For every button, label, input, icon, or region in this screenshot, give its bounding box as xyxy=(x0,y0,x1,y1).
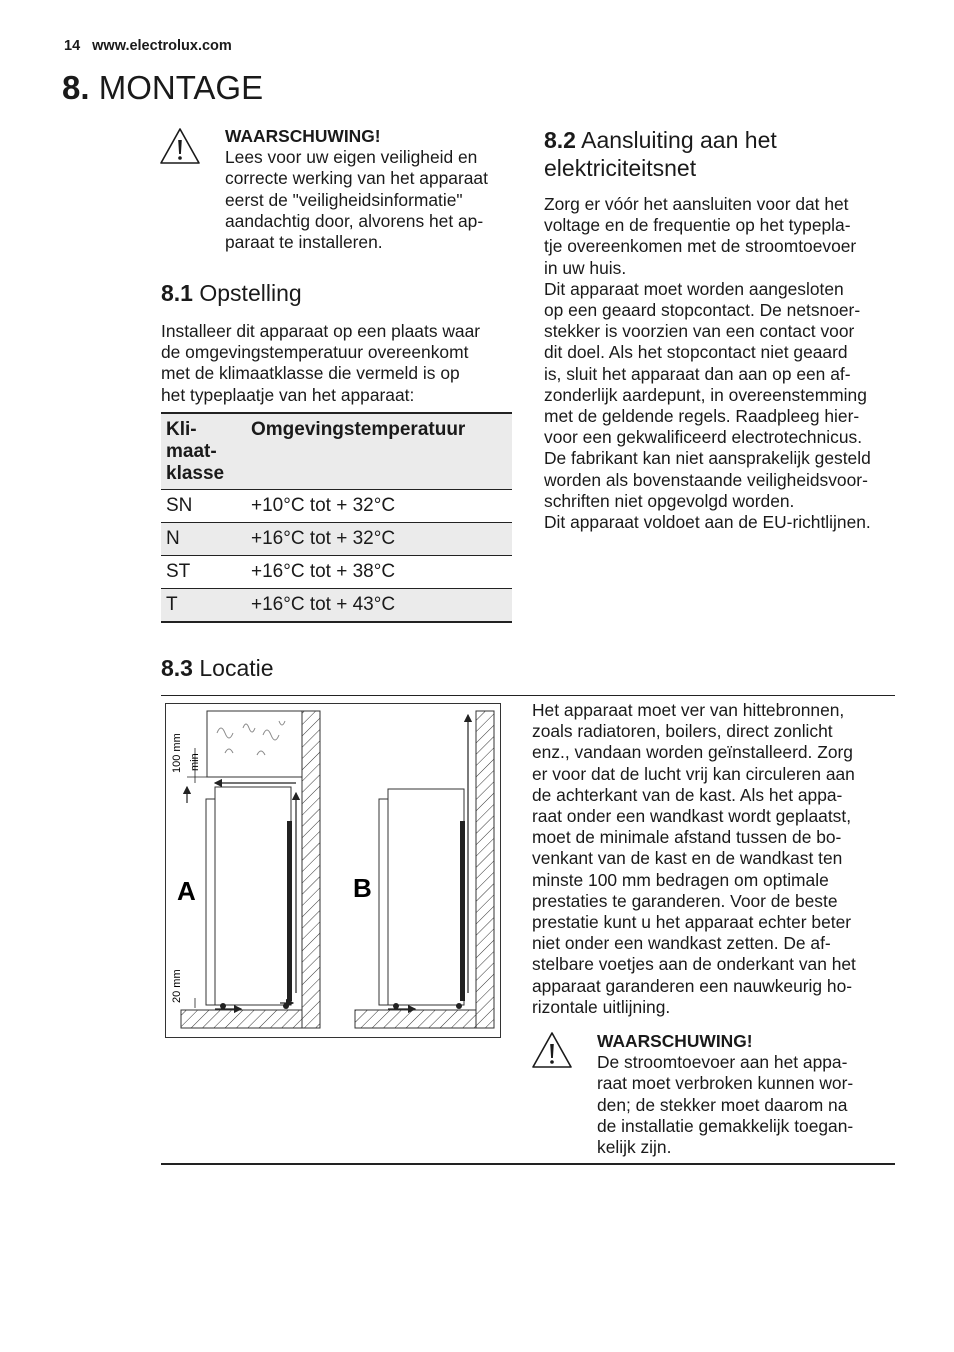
text-line: is, sluit het apparaat dan aan op een af- xyxy=(544,363,851,384)
dim-top-min-label: min xyxy=(189,753,201,771)
section-title: Opstelling xyxy=(199,280,302,306)
header-url[interactable]: www.electrolux.com xyxy=(92,38,232,54)
text-line: enz., vandaan worden geïnstalleerd. Zorg xyxy=(532,742,853,763)
chapter-title-text: MONTAGE xyxy=(98,69,264,106)
section-8-3-text xyxy=(532,700,894,1018)
text-line: zonderlijk aardepunt, in overeenstemming xyxy=(544,384,867,405)
text-line: minste 100 mm bedragen om optimale xyxy=(532,869,829,890)
fridge-a xyxy=(215,787,291,1005)
section-heading-8-2 xyxy=(544,126,777,182)
text-line: Dit apparaat voldoet aan de EU-richtlijnen. xyxy=(544,512,871,533)
page-header xyxy=(64,38,232,54)
wall-b xyxy=(476,711,494,1028)
dim-bottom-label: 20 mm xyxy=(171,969,183,1003)
figure-label-b: B xyxy=(353,873,372,903)
warning-line: den; de stekker moet daarom na xyxy=(597,1094,848,1115)
warning-line: aandachtig door, alvorens het ap- xyxy=(225,210,484,231)
page-number: 14 xyxy=(64,38,81,54)
text-line: De fabrikant kan niet aansprakelijk gesteld xyxy=(544,448,871,469)
text-line: dit doel. Als het stopcontact niet geaard xyxy=(544,342,848,363)
text-line: tje overeenkomen met de stroomtoevoer xyxy=(544,236,857,257)
floor-b xyxy=(355,1010,476,1028)
warning-line: de installatie gemakkelijk toegan- xyxy=(597,1115,854,1136)
warning-line: kelijk zijn. xyxy=(597,1137,672,1158)
floor-a xyxy=(181,1010,302,1028)
section-heading-8-1 xyxy=(161,279,302,307)
section-heading-8-3 xyxy=(161,654,274,682)
text-line: zoals radiatoren, boilers, direct zonlicht xyxy=(532,721,833,742)
divider xyxy=(161,1163,895,1165)
section-title-line2: elektriciteitsnet xyxy=(544,155,697,181)
section-number: 8.1 xyxy=(161,280,193,306)
wall-cabinet xyxy=(207,711,302,777)
text-line: er voor dat de lucht vrij kan circuleren aan xyxy=(532,763,855,784)
text-line: venkant van de kast en de wandkast ten xyxy=(532,848,843,869)
table-header-class: Kli- maat- klasse xyxy=(161,413,246,490)
warning-title: WAARSCHUWING! xyxy=(597,1031,753,1051)
warning-icon xyxy=(531,1031,573,1069)
text-line: op een geaard stopcontact. De netsnoer- xyxy=(544,300,861,321)
dim-top-label: 100 mm xyxy=(171,733,183,773)
text-line: in uw huis. xyxy=(544,257,627,278)
section-8-1-text xyxy=(161,321,521,406)
table-cell-temp: +16°C tot + 32°C xyxy=(246,523,512,556)
text-line: stekker is voorzien van een contact voor xyxy=(544,321,855,342)
warning-line: Lees voor uw eigen veiligheid en xyxy=(225,147,478,168)
warning-line: De stroomtoevoer aan het appa- xyxy=(597,1052,848,1073)
table-row xyxy=(161,523,512,556)
text-line: de omgevingstemperatuur overeenkomt xyxy=(161,342,469,363)
text-line: voltage en de frequentie op het typepla- xyxy=(544,215,851,236)
text-line: rizontale uitlijning. xyxy=(532,996,671,1017)
table-row xyxy=(161,556,512,589)
section-number: 8.2 xyxy=(544,127,576,153)
table-cell-class: N xyxy=(161,523,246,556)
table-cell-temp: +10°C tot + 32°C xyxy=(246,490,512,523)
text-line: niet onder een wandkast zetten. De af- xyxy=(532,933,831,954)
text-line: het typeplaatje van het apparaat: xyxy=(161,384,415,405)
warning-block-2 xyxy=(597,1031,897,1158)
text-line: prestaties te garanderen. Voor de beste xyxy=(532,890,838,911)
section-number: 8.3 xyxy=(161,655,193,681)
text-line: met de geldende regels. Raadpleeg hier- xyxy=(544,406,860,427)
text-line: stelbare voetjes aan de onderkant van het xyxy=(532,954,856,975)
warning-block-1 xyxy=(225,126,515,253)
warning-line: paraat te installeren. xyxy=(225,232,383,253)
text-line: prestatie kunt u het apparaat echter beter xyxy=(532,912,852,933)
text-line: Zorg er vóór het aansluiten voor dat het xyxy=(544,194,849,214)
section-title: Locatie xyxy=(199,655,274,681)
text-line: schriften niet opgevolgd worden. xyxy=(544,490,795,511)
table-header-row xyxy=(161,413,512,490)
text-line: Het apparaat moet ver van hittebronnen, xyxy=(532,700,845,720)
text-line: met de klimaatklasse die vermeld is op xyxy=(161,363,460,384)
climate-class-table xyxy=(161,412,512,623)
warning-title: WAARSCHUWING! xyxy=(225,126,381,146)
chapter-title xyxy=(62,68,263,108)
text-line: de achterkant van de kast. Als het appa- xyxy=(532,784,843,805)
chapter-number: 8. xyxy=(62,69,90,106)
text-line: raat onder een wandkast wordt geplaatst, xyxy=(532,806,852,827)
warning-line: raat moet verbroken kunnen wor- xyxy=(597,1073,854,1094)
text-line: Dit apparaat moet worden aangesloten xyxy=(544,278,844,299)
table-cell-class: ST xyxy=(161,556,246,589)
table-row xyxy=(161,589,512,623)
text-line: apparaat garanderen een nauwkeurig ho- xyxy=(532,975,853,996)
table-cell-class: SN xyxy=(161,490,246,523)
table-cell-temp: +16°C tot + 38°C xyxy=(246,556,512,589)
fridge-b xyxy=(388,789,464,1005)
table-header-temp: Omgevingstemperatuur xyxy=(246,413,512,490)
warning-line: correcte werking van het apparaat xyxy=(225,168,488,189)
wall-a xyxy=(302,711,320,1028)
warning-line: eerst de "veiligheidsinformatie" xyxy=(225,189,463,210)
section-title: Aansluiting aan het xyxy=(581,127,777,153)
table-cell-class: T xyxy=(161,589,246,623)
table-cell-temp: +16°C tot + 43°C xyxy=(246,589,512,623)
text-line: moet de minimale afstand tussen de bo- xyxy=(532,827,842,848)
installation-figure xyxy=(165,703,501,1038)
figure-label-a: A xyxy=(177,876,196,906)
table-row xyxy=(161,490,512,523)
warning-icon xyxy=(159,127,201,165)
text-line: voor een gekwalificeerd electrotechnicus. xyxy=(544,427,863,448)
text-line: worden als bovenstaande veiligheidsvoor- xyxy=(544,469,868,490)
text-line: Installeer dit apparaat op een plaats waar xyxy=(161,321,481,341)
divider xyxy=(161,695,895,696)
section-8-2-text xyxy=(544,194,904,533)
